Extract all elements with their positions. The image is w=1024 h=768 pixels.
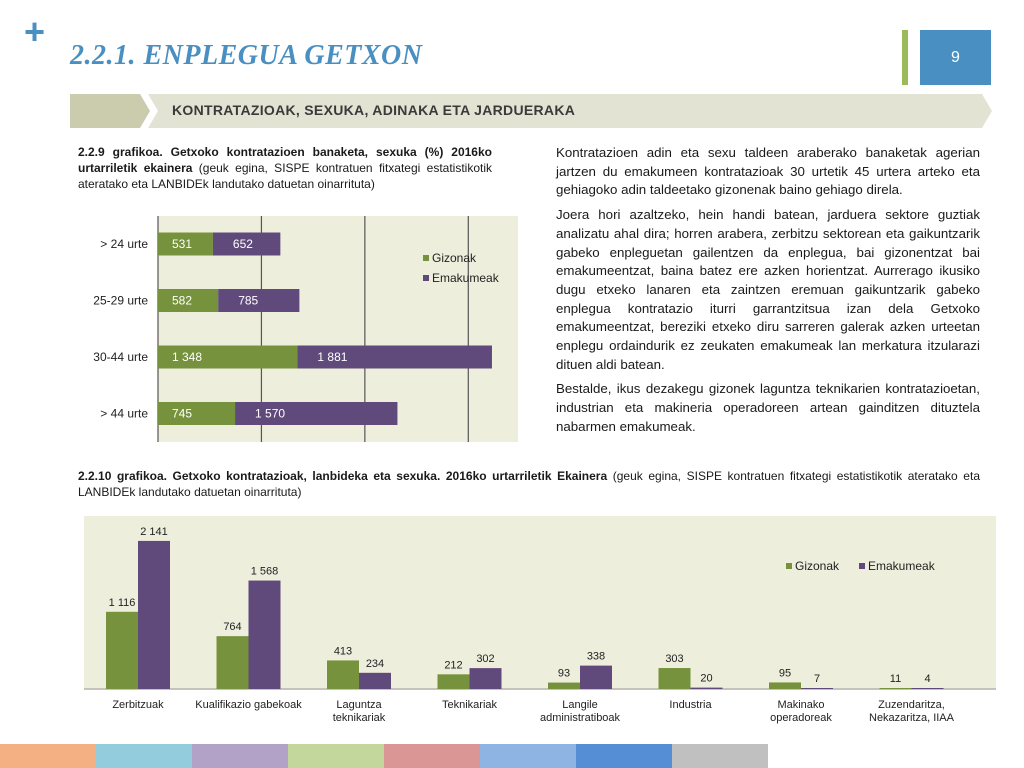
- chart2-category-label: Zerbitzuak: [112, 699, 164, 711]
- footer-color-block: [384, 744, 480, 768]
- chart1-caption-normal: (geuk egina, SISPE kontratuen fitxategi estatistikotik ateratako eta LANBIDEk landutako datuetan oinarrituta): [78, 161, 492, 191]
- chart2-data-label: 4: [924, 673, 931, 685]
- chart1-bar-gizonak: [158, 402, 235, 425]
- chart1: [78, 216, 518, 442]
- chart1-legend-swatch: [423, 275, 429, 281]
- chart2-category-label: Teknikariak: [441, 699, 498, 711]
- chart2-caption-bold: 2.2.10 grafikoa. Getxoko kontratazioak, lanbideka eta sexuka. 2016ko urtarriletik Ekainera: [78, 469, 608, 483]
- chart2-category-label: Laguntza teknikariak: [332, 699, 386, 724]
- chart1-data-label: 582: [172, 293, 193, 308]
- chart2-legend-label: Gizonak: [795, 559, 840, 573]
- chart1-data-label: 531: [172, 237, 193, 251]
- chart1-caption-bold: 2.2.9 grafikoa. Getxoko kontratazioen banaketa, sexuka (%) 2016ko urtarriletik ekainera: [78, 145, 492, 175]
- chart1-bar-emakumeak: [218, 289, 299, 312]
- chart2-bar-gizonak: [438, 674, 470, 689]
- chart2-bar-emakumeak: [912, 688, 944, 689]
- chart2-bar-emakumeak: [470, 668, 502, 689]
- chart2-category-label: Industria: [669, 699, 712, 711]
- footer-color-block: [576, 744, 672, 768]
- chart2-data-label: 302: [476, 653, 495, 666]
- chart2-data-label: 413: [333, 645, 353, 658]
- chart1-data-label: 1 570: [255, 406, 286, 421]
- chart2-legend-swatch: [786, 563, 792, 569]
- accent-bar: [902, 30, 908, 85]
- chart2-caption: [78, 468, 980, 500]
- chart2-caption-normal: (geuk egina, SISPE kontratuen fitxategi estatistikotik ateratako eta LANBIDEk landutako datuetan oinarrituta): [78, 469, 980, 499]
- chart2-data-label: 93: [557, 667, 571, 680]
- page-title: 2.2.1. ENPLEGUA GETXON: [70, 40, 423, 71]
- chart2-data-label: 20: [700, 672, 713, 685]
- chart1-category-label: 30-44 urte: [93, 350, 148, 364]
- chart1-legend-label: Gizonak: [432, 251, 477, 265]
- chart2-bar-emakumeak: [359, 673, 391, 689]
- chart1-data-label: 652: [232, 237, 253, 251]
- chart2-bar-emakumeak: [801, 688, 833, 689]
- chart1-category-label: 25-29 urte: [93, 293, 148, 308]
- chart2-bar-gizonak: [659, 668, 691, 689]
- chart2-legend-swatch: [859, 563, 865, 569]
- footer-color-strip: [0, 744, 768, 768]
- chart2-bar-emakumeak: [249, 581, 281, 689]
- chart1-data-label: 1 881: [317, 350, 348, 364]
- body-paragraph-3: Bestalde, ikus dezakegu gizonek laguntza teknikarien kontratazioetan, industrian eta makineria operadoreen artean gainditzen dituztela nabarmen emakumeak.: [556, 381, 980, 434]
- chart1-data-label: 745: [172, 406, 193, 421]
- chart2-data-label: 2 141: [140, 525, 168, 538]
- chart1-legend-swatch: [423, 255, 429, 261]
- page-number: 9: [920, 30, 991, 85]
- chart2-bar-gizonak: [880, 688, 912, 689]
- footer-color-block: [480, 744, 576, 768]
- chart2-category-label: Langile administratiboak: [539, 699, 621, 724]
- chart2-data-label: 764: [223, 621, 242, 634]
- chart1-data-label: 785: [238, 293, 259, 308]
- chart2: [84, 503, 996, 728]
- chart2-data-label: 234: [365, 657, 385, 670]
- section-title: KONTRATAZIOAK, SEXUKA, ADINAKA ETA JARDUERAKA: [172, 102, 576, 118]
- body-text: [556, 144, 980, 443]
- chart2-bar-gizonak: [769, 682, 801, 689]
- chart1-caption: [78, 144, 492, 192]
- chart2-data-label: 303: [665, 653, 684, 666]
- footer-color-block: [192, 744, 288, 768]
- chart2-bar-gizonak: [217, 636, 249, 689]
- chart2-legend-label: Emakumeak: [868, 559, 935, 573]
- body-paragraph-2: Joera hori azaltzeko, hein handi batean, jarduera sektore guztiak analizatu ahal dira; horren arabera, zerbitzu sektorean eta gaikuntzarik gabeko enpleguetan gailentzen da enplegua, bai gizonentzat bai emakumeentzat, baina batez ere azken horientzat. Aurrerago ikusiko dugu etxeko lanaren eta zaintzen eremuan gaikuntzarik gabeko enplegua kontratazio iturri garrantzitsua izan dela Getxoko emakumeentzat, bereziki etxeko diru sarreren galerak azken urteetan enplegu ordaindurik ez zeukaten emakumeak lan merkatura itzularazi dituen aldi batean.: [556, 207, 980, 372]
- chart2-bar-gizonak: [548, 683, 580, 689]
- chart2-bar-gizonak: [106, 612, 138, 689]
- plus-icon: +: [24, 11, 46, 52]
- chart2-data-label: 1 568: [250, 565, 279, 578]
- chart1-category-label: > 44 urte: [100, 406, 148, 421]
- chart2-data-label: 338: [586, 650, 606, 663]
- chart2-bar-emakumeak: [691, 688, 723, 689]
- chart1-data-label: 1 348: [172, 350, 203, 364]
- chart2-data-label: 95: [778, 667, 792, 680]
- chart2-category-label: Zuzendaritza, Nekazaritza, IIAA: [869, 699, 954, 724]
- chart2-data-label: 7: [813, 673, 821, 685]
- chart1-category-label: > 24 urte: [100, 237, 148, 251]
- body-paragraph-1: Kontratazioen adin eta sexu taldeen araberako banaketak agerian jartzen du emakumeen kontratazioak 30 urtetik 45 urtera arteko eta gehiagoko adin taldeetako gizonenak baino gehiago direla.: [556, 145, 980, 198]
- chart2-bar-emakumeak: [580, 666, 612, 689]
- chart2-data-label: 212: [444, 659, 463, 672]
- chart2-bar-gizonak: [327, 660, 359, 689]
- footer-color-block: [96, 744, 192, 768]
- chart2-data-label: 11: [889, 673, 902, 685]
- chart1-legend-label: Emakumeak: [432, 271, 499, 285]
- chart2-bar-emakumeak: [138, 541, 170, 689]
- chart2-data-label: 1 116: [108, 596, 136, 609]
- chart2-category-label: Kualifikazio gabekoak: [195, 699, 302, 711]
- footer-color-block: [672, 744, 768, 768]
- footer-color-block: [288, 744, 384, 768]
- chart2-category-label: Makinako operadoreak: [770, 699, 832, 724]
- footer-color-block: [0, 744, 96, 768]
